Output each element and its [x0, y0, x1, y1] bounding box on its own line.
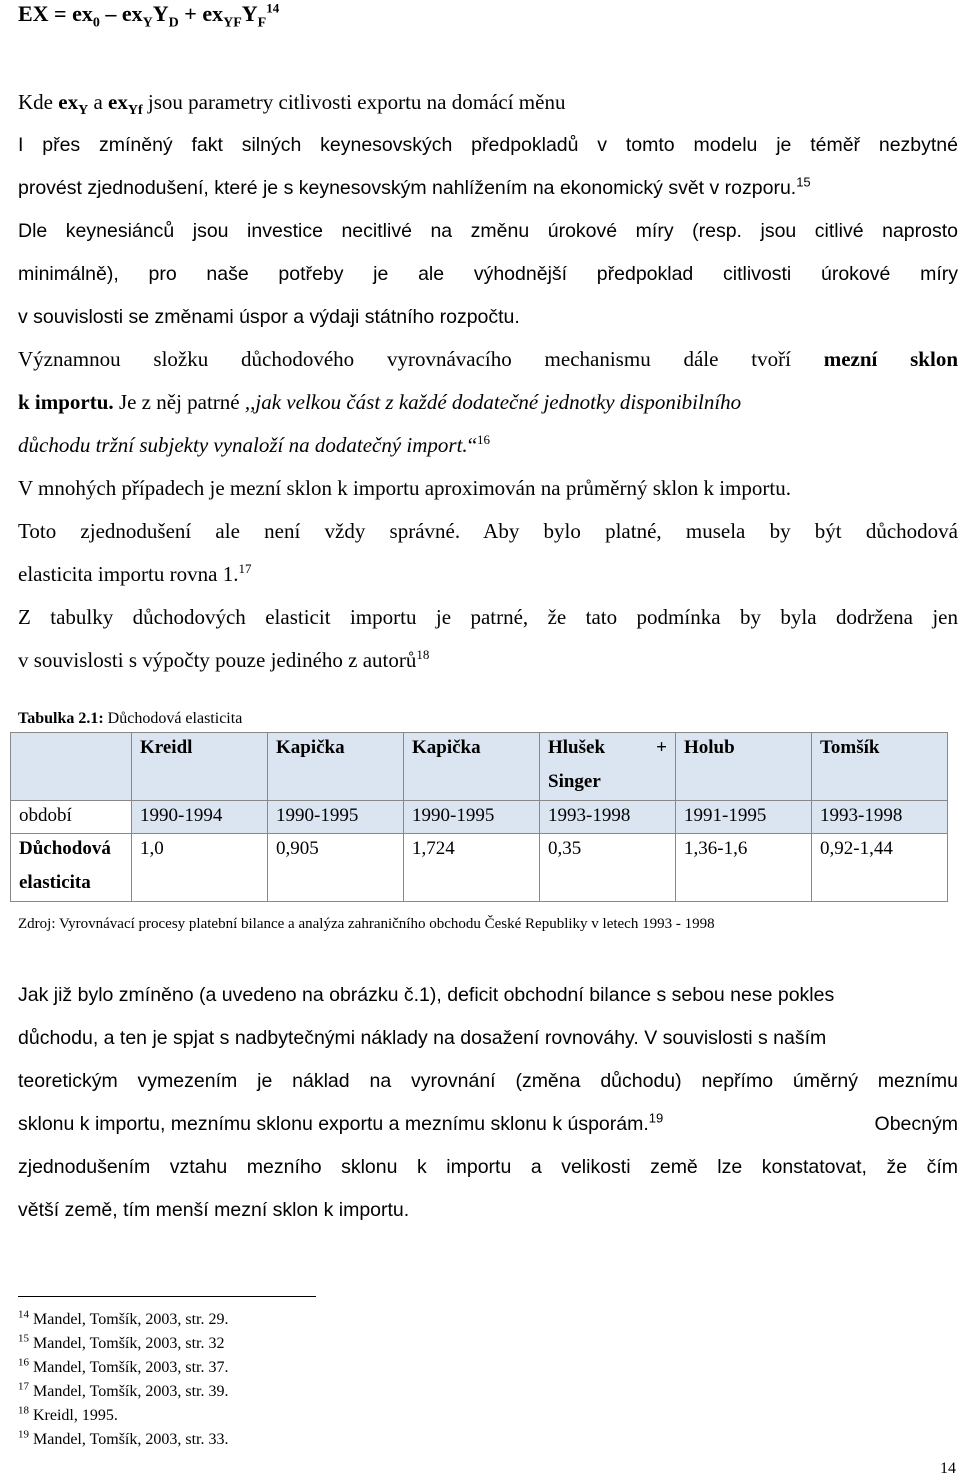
equation [18, 0, 958, 31]
table-row [11, 801, 948, 834]
footnote-number: 16 [18, 1356, 29, 1369]
text: ex [108, 90, 128, 114]
text: a [88, 90, 109, 114]
text: + [656, 737, 667, 758]
p1-line2 [18, 176, 958, 200]
eq-sub: 0 [92, 15, 100, 31]
p3-line2: Toto zjednodušení ale není vždy správné. Aby bylo platné, musela by být důchodová [18, 519, 958, 543]
p5-line5: zjednodušením vztahu mezního sklonu k importu a velikosti země lze konstatovat, že čím [18, 1156, 958, 1178]
footnote-ref: 15 [796, 174, 811, 190]
text: Hlušek [548, 737, 606, 758]
p4-line2 [18, 648, 958, 672]
table-cell: 1990-1995 [268, 801, 404, 834]
text: mezní sklon [823, 347, 959, 371]
text [18, 1112, 663, 1136]
eq-part: + ex [178, 1, 224, 26]
table-cell [11, 733, 132, 801]
p2-line3 [18, 433, 958, 457]
text: Kde [18, 90, 59, 114]
p5-line2: důchodu, a ten je spjat s nadbytečnými náklady na dosažení rovnováhy. V souvislosti s naším [18, 1027, 827, 1049]
p5-line4 [18, 1112, 958, 1136]
text: ex [58, 90, 79, 114]
footnote-ref: 19 [648, 1110, 664, 1126]
table-source: Zdroj: Vyrovnávací procesy platební bilance a analýza zahraničního obchodu České Republiky v letech 1993 - 1998 [18, 916, 715, 932]
table-cell: 1990-1994 [132, 801, 268, 834]
text: Je z něj patrné [113, 390, 245, 414]
table-cell: 1991-1995 [676, 801, 812, 834]
eq-sub: YF [223, 15, 242, 31]
text: provést zjednodušení, které je s keynesovským nahlížením na ekonomický svět v rozporu. [18, 177, 797, 199]
table-header-row [11, 733, 948, 801]
text: elasticita importu rovna 1. [18, 562, 239, 586]
eq-part: Y [241, 1, 258, 26]
table-row-label [11, 834, 132, 902]
table-cell: 1,724 [404, 834, 540, 902]
p1-line5: v souvislosti se změnami úspor a výdaji státního rozpočtu. [18, 306, 520, 328]
table-caption [18, 710, 242, 728]
page-number: 14 [940, 1460, 956, 1477]
eq-part: – ex [99, 1, 143, 26]
text: Y [78, 103, 89, 119]
footnote [18, 1382, 228, 1402]
text: Důchodová elasticita [103, 710, 243, 727]
footnote [18, 1406, 118, 1426]
p5-line1: Jak již bylo zmíněno (a uvedeno na obrázku č.1), deficit obchodní bilance s sebou nese pokles [18, 984, 835, 1006]
text: “ [467, 433, 478, 457]
footnote-ref: 16 [477, 432, 491, 447]
footnote [18, 1310, 228, 1330]
table-cell: 0,35 [540, 834, 676, 902]
footnote-text: Kreidl, 1995. [29, 1407, 118, 1424]
p2-line2 [18, 390, 958, 414]
text: v souvislosti s výpočty pouze jediného z autorů [18, 648, 417, 672]
footnote-number: 17 [18, 1380, 29, 1393]
eq-part: EX = ex [18, 1, 93, 26]
footnote-ref: 18 [416, 647, 430, 662]
eq-sub: F [257, 15, 267, 31]
table-cell: 0,92-1,44 [812, 834, 948, 902]
intro-line [18, 90, 958, 119]
text: jsou parametry citlivosti exportu na domácí měnu [142, 90, 566, 114]
footnote-number: 15 [18, 1332, 29, 1345]
footnote-number: 18 [18, 1404, 29, 1417]
table-header-cell: Kapička [268, 733, 404, 801]
footnote [18, 1334, 224, 1354]
footnote-ref: 17 [238, 561, 252, 576]
eq-sub: Y [142, 15, 153, 31]
table-row [11, 834, 948, 902]
text: elasticita [19, 872, 91, 893]
p4-line1: Z tabulky důchodových elasticit importu je patrné, že tato podmínka by byla dodržena jen [18, 605, 958, 629]
table-header-cell: Tomšík [812, 733, 948, 801]
text: k importu. [18, 390, 114, 414]
eq-part: Y [152, 1, 169, 26]
table-cell: 1993-1998 [540, 801, 676, 834]
footnote [18, 1430, 228, 1450]
elasticity-table [10, 732, 948, 902]
table-header-cell: Kreidl [132, 733, 268, 801]
table-cell: 1993-1998 [812, 801, 948, 834]
footnote-text: Mandel, Tomšík, 2003, str. 37. [29, 1359, 229, 1376]
footnote-divider [18, 1296, 316, 1297]
footnote-text: Mandel, Tomšík, 2003, str. 32 [29, 1335, 225, 1352]
p1-line3: Dle keynesiánců jsou investice necitlivé na změnu úrokové míry (resp. jsou citlivé naprosto [18, 220, 958, 242]
footnote-text: Mandel, Tomšík, 2003, str. 29. [29, 1311, 229, 1328]
table-cell: 1,36-1,6 [676, 834, 812, 902]
table-cell: 1990-1995 [404, 801, 540, 834]
p2-line1 [18, 347, 958, 371]
footnote-text: Mandel, Tomšík, 2003, str. 39. [29, 1383, 229, 1400]
p3-line1: V mnohých případech je mezní sklon k importu aproximován na průměrný sklon k importu. [18, 476, 791, 500]
text: ,,jak velkou část z každé dodatečné jednotky disponibilního [244, 390, 742, 414]
table-header-cell: Kapička [404, 733, 540, 801]
text: Významnou složku důchodového vyrovnávacího mechanismu dále tvoří [18, 347, 791, 371]
text: Důchodová [19, 838, 111, 859]
table-header-cell [540, 733, 676, 801]
footnote-text: Mandel, Tomšík, 2003, str. 33. [29, 1431, 229, 1448]
table-cell: 1,0 [132, 834, 268, 902]
text: Yf [127, 103, 143, 119]
text: sklonu k importu, meznímu sklonu exportu a meznímu sklonu k úsporám. [18, 1113, 649, 1135]
p3-line3 [18, 562, 958, 586]
table-row-label: období [11, 801, 132, 834]
footnote-ref: 14 [266, 0, 280, 16]
eq-sub: D [168, 15, 179, 31]
p5-line6: větší země, tím menší mezní sklon k importu. [18, 1199, 410, 1221]
text: důchodu tržní subjekty vynaloží na dodatečný import. [18, 433, 468, 457]
footnote-number: 19 [18, 1428, 29, 1441]
footnote [18, 1358, 228, 1378]
p1-line1: I přes zmíněný fakt silných keynesovských předpokladů v tomto modelu je téměř nezbytné [18, 134, 958, 156]
table-header-cell: Holub [676, 733, 812, 801]
footnote-number: 14 [18, 1308, 29, 1321]
text: Tabulka 2.1: [18, 710, 104, 727]
p1-line4: minimálně), pro naše potřeby je ale výhodnější předpoklad citlivosti úrokové míry [18, 263, 958, 285]
text: Singer [548, 771, 601, 792]
text: Obecným [874, 1113, 958, 1135]
table-cell: 0,905 [268, 834, 404, 902]
p5-line3: teoretickým vymezením je náklad na vyrovnání (změna důchodu) nepřímo úměrný meznímu [18, 1070, 958, 1092]
